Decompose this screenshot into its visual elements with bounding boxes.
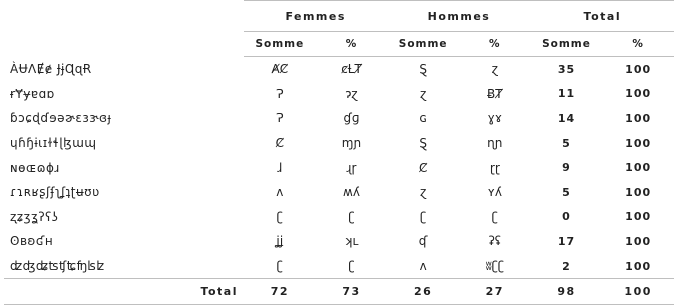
table-cell: ʠ [418, 234, 428, 249]
table-row [4, 57, 674, 82]
total-cell: 26 [387, 279, 459, 305]
row-label: ÀɄɅɆɇ ɈɉɊɋɌ [10, 62, 92, 77]
table-cell: ʬʗʗ [485, 259, 505, 274]
group-header-femmes: Femmes [244, 1, 387, 32]
table-cell: ɺ [277, 160, 283, 175]
table-body [4, 57, 674, 305]
table-cell: ʗ [348, 259, 355, 274]
table-cell: ɣɤ [487, 111, 502, 126]
table-cell: 14 [557, 111, 576, 125]
corner-cell [4, 1, 244, 32]
table-row [4, 155, 674, 180]
group-header-total: Total [531, 1, 674, 32]
table-cell: ɀ [420, 86, 427, 101]
table-cell: ʌ [419, 259, 427, 274]
table-cell: Ȼ [418, 160, 428, 175]
table-cell: ʗ [420, 209, 427, 224]
row-label: ʐʑʒʓʔʕʖ [10, 209, 59, 224]
table-cell: ȼȽȾ [341, 62, 362, 77]
row-label: ɴɵɶɷɸɹ [10, 160, 60, 175]
table-cell: 9 [562, 161, 571, 175]
corner-cell-sub [4, 32, 244, 57]
table-cell: Ȿ [419, 136, 427, 151]
table-cell: ʝʝ [276, 234, 284, 249]
sub-header-somme: Somme [244, 32, 316, 57]
table-cell: ɃȾ [487, 86, 503, 101]
table-cell: ʍʎ [343, 185, 360, 200]
sub-header-percent: % [459, 32, 531, 57]
table-cell: 100 [625, 234, 652, 248]
table-cell: ɻɼ [346, 160, 357, 175]
table-cell: 100 [625, 210, 652, 224]
table-cell: ʏʎ [487, 185, 503, 200]
group-header-hommes: Hommes [387, 1, 530, 32]
table-cell: ʗ [276, 209, 283, 224]
table-cell: Ɂ [276, 86, 284, 101]
table-row [4, 82, 674, 107]
table-cell: ʌ [276, 185, 284, 200]
sub-header-somme: Somme [387, 32, 459, 57]
group-header-row [4, 1, 674, 32]
total-cell: 73 [316, 279, 388, 305]
table-cell: 0 [562, 210, 571, 224]
table-cell: ɀ [491, 62, 498, 77]
table-row [4, 229, 674, 254]
table-cell: 11 [557, 87, 576, 101]
table-cell: ɀ [420, 185, 427, 200]
table-cell: 100 [625, 136, 652, 150]
total-cell: 100 [602, 279, 674, 305]
table-row [4, 254, 674, 279]
table-cell: ɢ [419, 111, 427, 126]
table-cell: 5 [562, 136, 571, 150]
table-cell: ʗ [348, 209, 355, 224]
table-row [4, 106, 674, 131]
table-cell: 5 [562, 185, 571, 199]
table-cell: ɳɲ [487, 136, 503, 151]
table-row [4, 131, 674, 156]
sub-header-row [4, 32, 674, 57]
sub-header-percent: % [316, 32, 388, 57]
table-cell: Ȼ [275, 136, 285, 151]
table-cell: ʗ [276, 259, 283, 274]
table-cell: Ȿ [419, 62, 427, 77]
table-cell: 100 [625, 185, 652, 199]
table-cell: 100 [625, 62, 652, 76]
data-table [4, 0, 674, 305]
table-cell: 2 [562, 259, 571, 273]
table-cell: ɂɀ [345, 86, 358, 101]
row-label: ʘʙʚʛʜ [10, 234, 54, 249]
table-cell: 35 [557, 62, 576, 76]
table-cell: 100 [625, 259, 652, 273]
table-cell: ȺȻ [271, 62, 289, 77]
row-label: ɍɎɏɐɑɒ [10, 86, 55, 101]
table-cell: ʗ [491, 209, 498, 224]
table-cell: 17 [557, 234, 576, 248]
total-row [4, 279, 674, 305]
table-row [4, 205, 674, 230]
total-cell: 72 [244, 279, 316, 305]
total-cell: 27 [459, 279, 531, 305]
row-label: ʣʤʥʦʧʨʩʪʫ [10, 259, 105, 274]
table-cell: 100 [625, 161, 652, 175]
table-cell: ʞʟ [344, 234, 359, 249]
table-cell: 100 [625, 87, 652, 101]
table-cell: Ɂ [276, 111, 284, 126]
sub-header-percent: % [602, 32, 674, 57]
table-cell: ʡʢ [488, 234, 501, 249]
row-label: ɾɿʀʁʂʃʄʅʆʇʈʉʊʋ [10, 185, 100, 200]
table-row [4, 180, 674, 205]
table-cell: 100 [625, 111, 652, 125]
total-cell: 98 [531, 279, 603, 305]
row-label: ɓɔɕɖɗɘəɚɛɜɝɞɟ [10, 111, 112, 126]
total-label: Total [4, 279, 244, 305]
row-label: ɥɦɧɨɩɪɫɬɭɮɯɰ [10, 136, 97, 151]
table-cell: ɠɡ [343, 111, 360, 126]
sub-header-somme: Somme [531, 32, 603, 57]
table-cell: ɱɲ [341, 136, 362, 151]
table-cell: ɽɽ [489, 160, 500, 175]
